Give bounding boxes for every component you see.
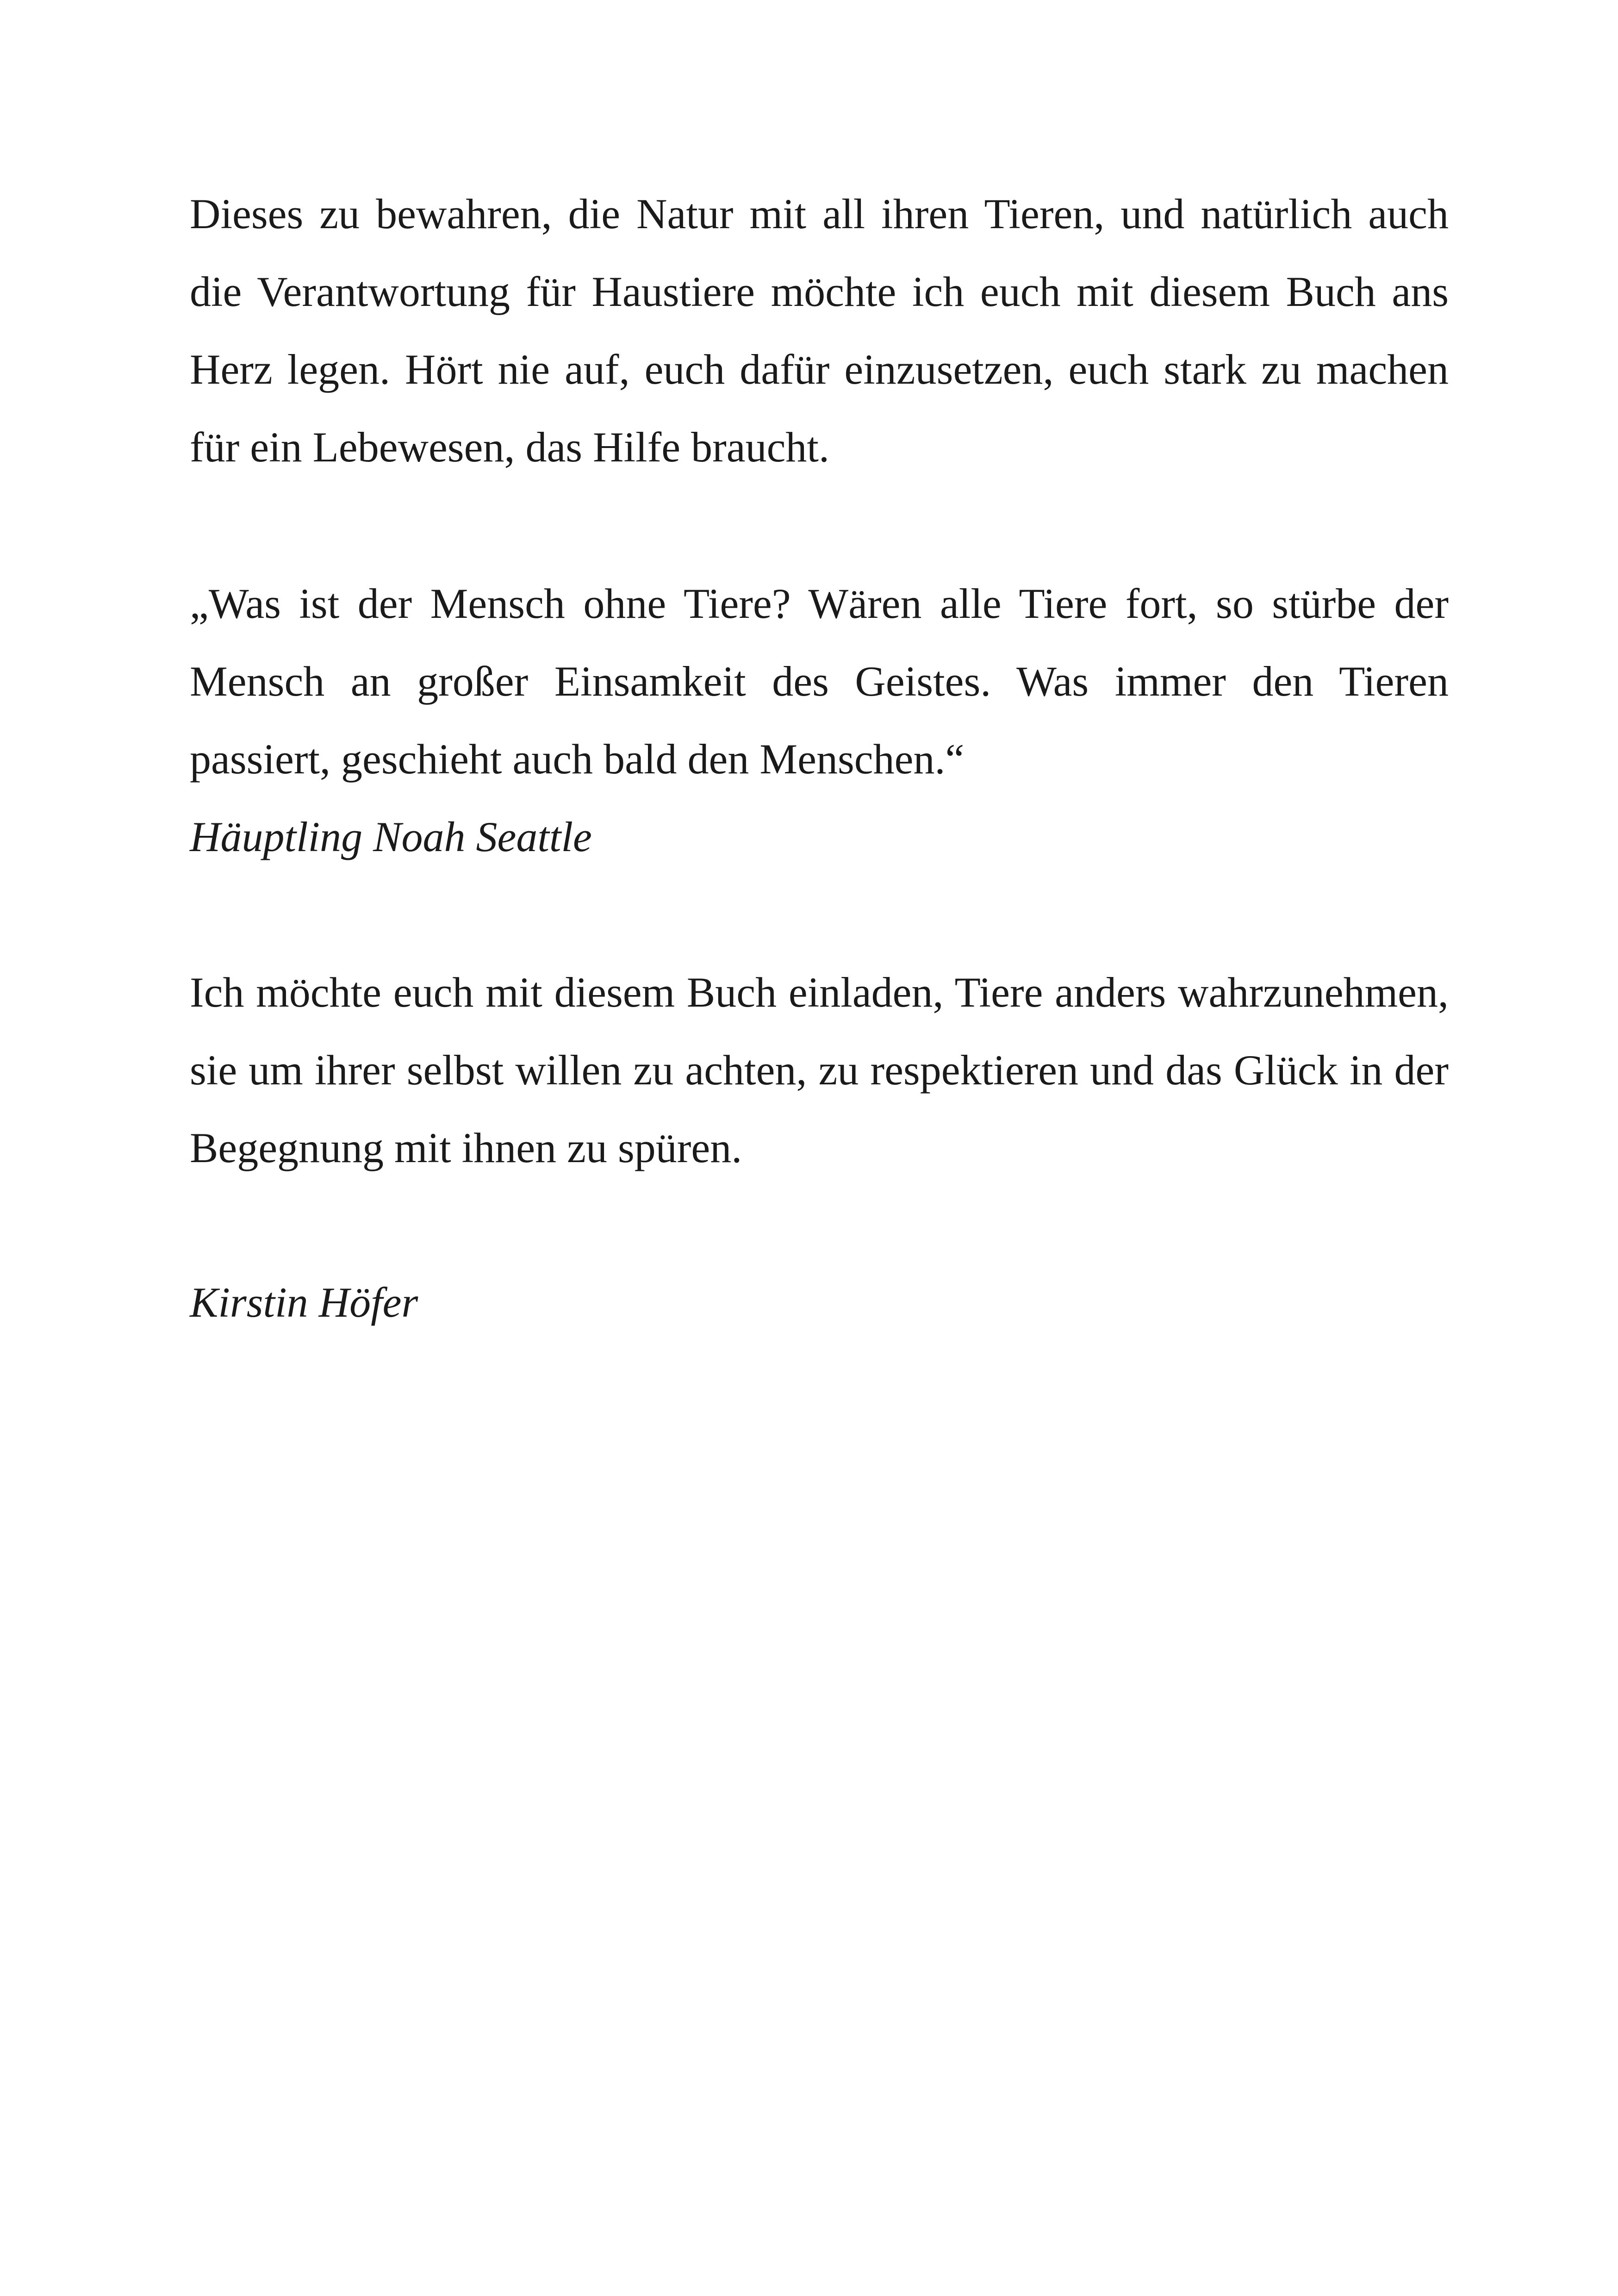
closing-paragraph: Ich möchte euch mit diesem Buch einladen, Tiere anders wahrzunehmen, sie um ihrer selbst willen zu achten, zu respektieren und das Glück in der Begegnung mit ihnen zu spüren. bbox=[190, 969, 1449, 1171]
author-signature: Kirstin Höfer bbox=[190, 1279, 418, 1326]
quote-text: „Was ist der Mensch ohne Tiere? Wären alle Tiere fort, so stürbe der Mensch an großer Einsamkeit des Geistes. Was immer den Tieren passiert, geschieht auch bald den Menschen.“ bbox=[190, 580, 1449, 783]
intro-paragraph: Dieses zu bewahren, die Natur mit all ihren Tieren, und natürlich auch die Verantwortung für Haustiere möchte ich euch mit diesem Buch ans Herz legen. Hört nie auf, euch dafür einzusetzen, euch stark zu machen für ein Lebewesen, das Hilfe braucht. bbox=[190, 190, 1449, 471]
quote-block bbox=[190, 565, 1449, 876]
quote-attribution: Häuptling Noah Seattle bbox=[190, 813, 592, 860]
